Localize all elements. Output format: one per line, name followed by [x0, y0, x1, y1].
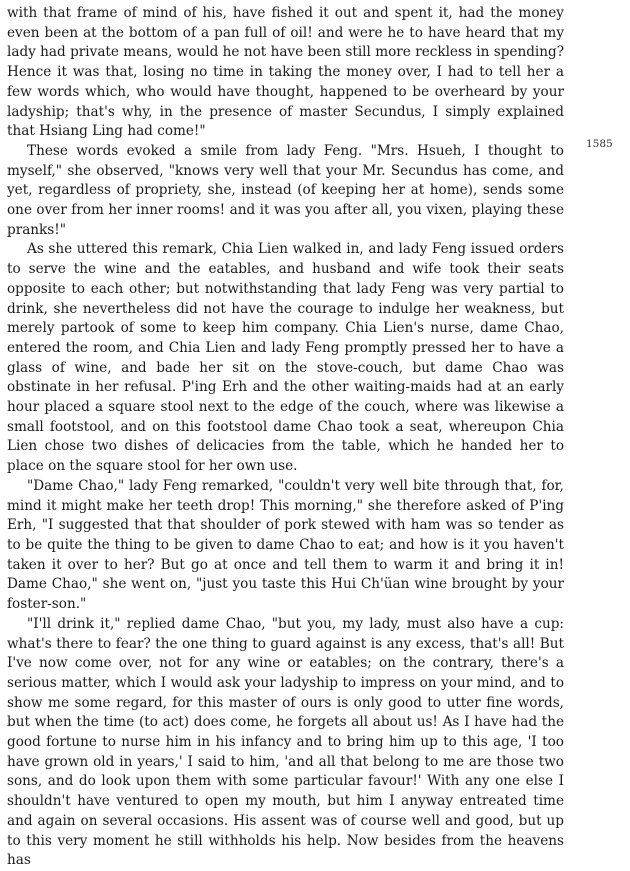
page-number: 1585: [586, 138, 613, 150]
paragraph: As she uttered this remark, Chia Lien walked in, and lady Feng issued orders to serve the wine and the eatables, and husband and wife took their seats opposite to each other; but notwithstanding that lady Feng was very partial to drink, she nevertheless did not have the courage to indulge her weakness, but merely partook of some to keep him company. Chia Lien's nurse, dame Chao, entered the room, and Chia Lien and lady Feng promptly pressed her to have a glass of wine, and bade her sit on the stove-couch, but dame Chao was obstinate in her refusal. P'ing Erh and the other waiting-maids had at an early hour placed a square stool next to the edge of the couch, where was likewise a small footstool, and on this footstool dame Chao took a seat, whereupon Chia Lien chose two dishes of delicacies from the table, which he handed her to place on the square stool for her own use.: [7, 241, 564, 475]
body-text: [7, 4, 564, 871]
paragraph: "Dame Chao," lady Feng remarked, "couldn't very well bite through that, for, mind it might make her teeth drop! This morning," she therefore asked of P'ing Erh, "I suggested that that shoulder of pork stewed with ham was so tender as to be quite the thing to be given to dame Chao to eat; and how is it you haven't taken it over to her? But go at once and tell them to warm it and bring it in! Dame Chao," she went on, "just you taste this Hui Ch'üan wine brought by your foster-son.": [7, 477, 564, 613]
paragraph: These words evoked a smile from lady Feng. "Mrs. Hsueh, I thought to myself," she observed, "knows very well that your Mr. Secundus has come, and yet, regardless of propriety, she, instead (of keeping her at home), sends some one over from her inner rooms! and it was you after all, you vixen, playing these pranks!": [7, 142, 564, 238]
paragraph-continuation: with that frame of mind of his, have fished it out and spent it, had the money even been at the bottom of a pan full of oil! and were he to have heard that my lady had private means, would he not have been still more reckless in spending? Hence it was that, losing no time in taking the money over, I had to tell her a few words which, who would have thought, happened to be overheard by your ladyship; that's why, in the presence of master Secundus, I simply explained that Hsiang Ling had come!": [7, 5, 564, 140]
paragraph: "I'll drink it," replied dame Chao, "but you, my lady, must also have a cup: what's there to fear? the one thing to guard against is any excess, that's all! But I've now come over, not for any wine or eatables; on the contrary, there's a serious matter, which I would ask your ladyship to impress on your mind, and to show me some regard, for this master of ours is only good to utter fine words, but when the time (to act) does come, he forgets all about us! As I have had the good fortune to nurse him in his infancy and to bring him up to this age, 'I too have grown old in years,' I said to him, 'and all that belong to me are those two sons, and do look upon them with some particular favour!' With any one else I shouldn't have ventured to open my mouth, but him I anyway entreated time and again on several occasions. His assent was of course well and good, but up to this very moment he still withholds his help. Now besides from the heavens has: [7, 615, 564, 869]
